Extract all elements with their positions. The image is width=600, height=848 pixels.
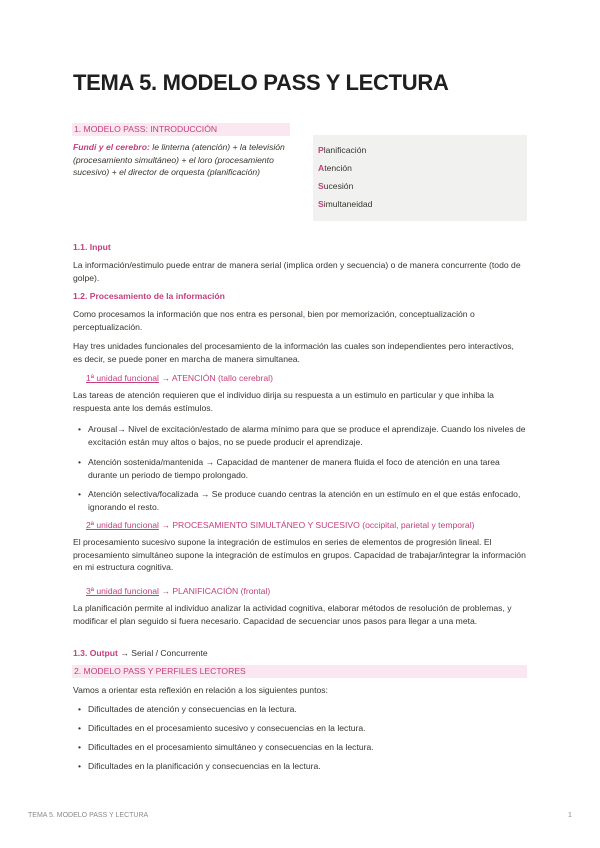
section2-bullet-atencion: • Dificultades de atención y consecuencias en la lectura. bbox=[78, 704, 297, 714]
processing-heading: 1.2. Procesamiento de la información bbox=[73, 291, 225, 301]
section2-bullet-simultaneo: • Dificultades en el procesamiento simultáneo y consecuencias en la lectura. bbox=[78, 742, 374, 752]
unit1-bullet-sostenida: • Atención sostenida/mantenida → Capacidad de mantener de manera fluida el foco de atención en una tarea durante un periodo de tiempo prolongado. bbox=[78, 457, 500, 480]
section2-bullet-planificacion: • Dificultades en la planificación y consecuencias en la lectura. bbox=[78, 761, 321, 771]
processing-p2: Hay tres unidades funcionales del procesamiento de la información las cuales son independientes pero interactivos, es decir, se puede poner en marcha de manera simultanea. bbox=[73, 341, 514, 364]
unit2-text: El procesamiento sucesivo supone la integración de estímulos en series de elementos de progresión lineal. El procesamiento simultáneo supone la integración de estímulos en grupos. Capacidad de trabajar/integrar la información en mi estructura cognitiva. bbox=[73, 537, 526, 572]
page-number: 1 bbox=[568, 812, 572, 819]
unit1-heading: 1ª unidad funcional → ATENCIÓN (tallo cerebral) bbox=[86, 373, 273, 383]
callout-item-simultaneidad: Simultaneidad bbox=[318, 199, 373, 209]
output-text: → Serial / Concurrente bbox=[117, 648, 208, 658]
callout-item-planificacion: Planificación bbox=[318, 145, 367, 155]
input-heading: 1.1. Input bbox=[73, 242, 111, 252]
footer-title: TEMA 5. MODELO PASS Y LECTURA bbox=[28, 812, 149, 819]
processing-p1: Como procesamos la información que nos entra es personal, bien por memorización, conceptualización o perceptualización. bbox=[73, 309, 475, 332]
intro-paragraph bbox=[73, 141, 293, 179]
unit3-heading: 3ª unidad funcional → PLANIFICACIÓN (frontal) bbox=[86, 586, 271, 596]
unit1-text: Las tareas de atención requieren que el individuo dirija su respuesta a un estimulo en particular y que inhiba la respuesta ante los demás estímulos. bbox=[73, 390, 494, 413]
section-heading-intro: 1. MODELO PASS: INTRODUCCIÓN bbox=[72, 123, 290, 136]
unit2-heading: 2ª unidad funcional → PROCESAMIENTO SIMULTÁNEO Y SUCESIVO (occipital, parietal y temporal) bbox=[86, 520, 475, 530]
unit1-bullet-selectiva: • Atención selectiva/focalizada → Se produce cuando centras la atención en un estímulo en el que estás enfocado, ignorando el resto. bbox=[78, 489, 521, 512]
callout-item-sucesion: Sucesión bbox=[318, 181, 354, 191]
intro-text: le linterna (atención) + la televisión (procesamiento simultáneo) + el loro (procesamiento sucesivo) + el director de orquesta (planificación) bbox=[73, 142, 285, 177]
section-heading-perfiles: 2. MODELO PASS Y PERFILES LECTORES bbox=[72, 665, 527, 678]
pass-callout bbox=[313, 135, 527, 221]
input-text: La información/estimulo puede entrar de manera serial (implica orden y secuencia) o de manera concurrente (todo de golpe). bbox=[73, 260, 521, 283]
output-line bbox=[73, 647, 208, 660]
section2-intro: Vamos a orientar esta reflexión en relación a los siguientes puntos: bbox=[73, 685, 328, 695]
intro-highlight: Fundi y el cerebro: bbox=[73, 142, 150, 152]
callout-item-atencion: Atención bbox=[318, 163, 352, 173]
output-heading: 1.3. Output bbox=[73, 648, 118, 658]
page-title: TEMA 5. MODELO PASS Y LECTURA bbox=[73, 70, 449, 95]
section2-bullet-sucesivo: • Dificultades en el procesamiento sucesivo y consecuencias en la lectura. bbox=[78, 723, 366, 733]
unit3-text: La planificación permite al individuo analizar la actividad cognitiva, elaborar métodos de resolución de problemas, y modificar el plan seguido si fuera necesario. Capacidad de secuenciar unos pasos para llegar a una meta. bbox=[73, 603, 512, 626]
unit1-bullet-arousal: • Arousal→ Nivel de excitación/estado de alarma mínimo para que se produce el aprendizaje. Cuando los niveles de excitación están muy altos o bajos, no se puede producir el aprendizaje. bbox=[78, 424, 526, 447]
